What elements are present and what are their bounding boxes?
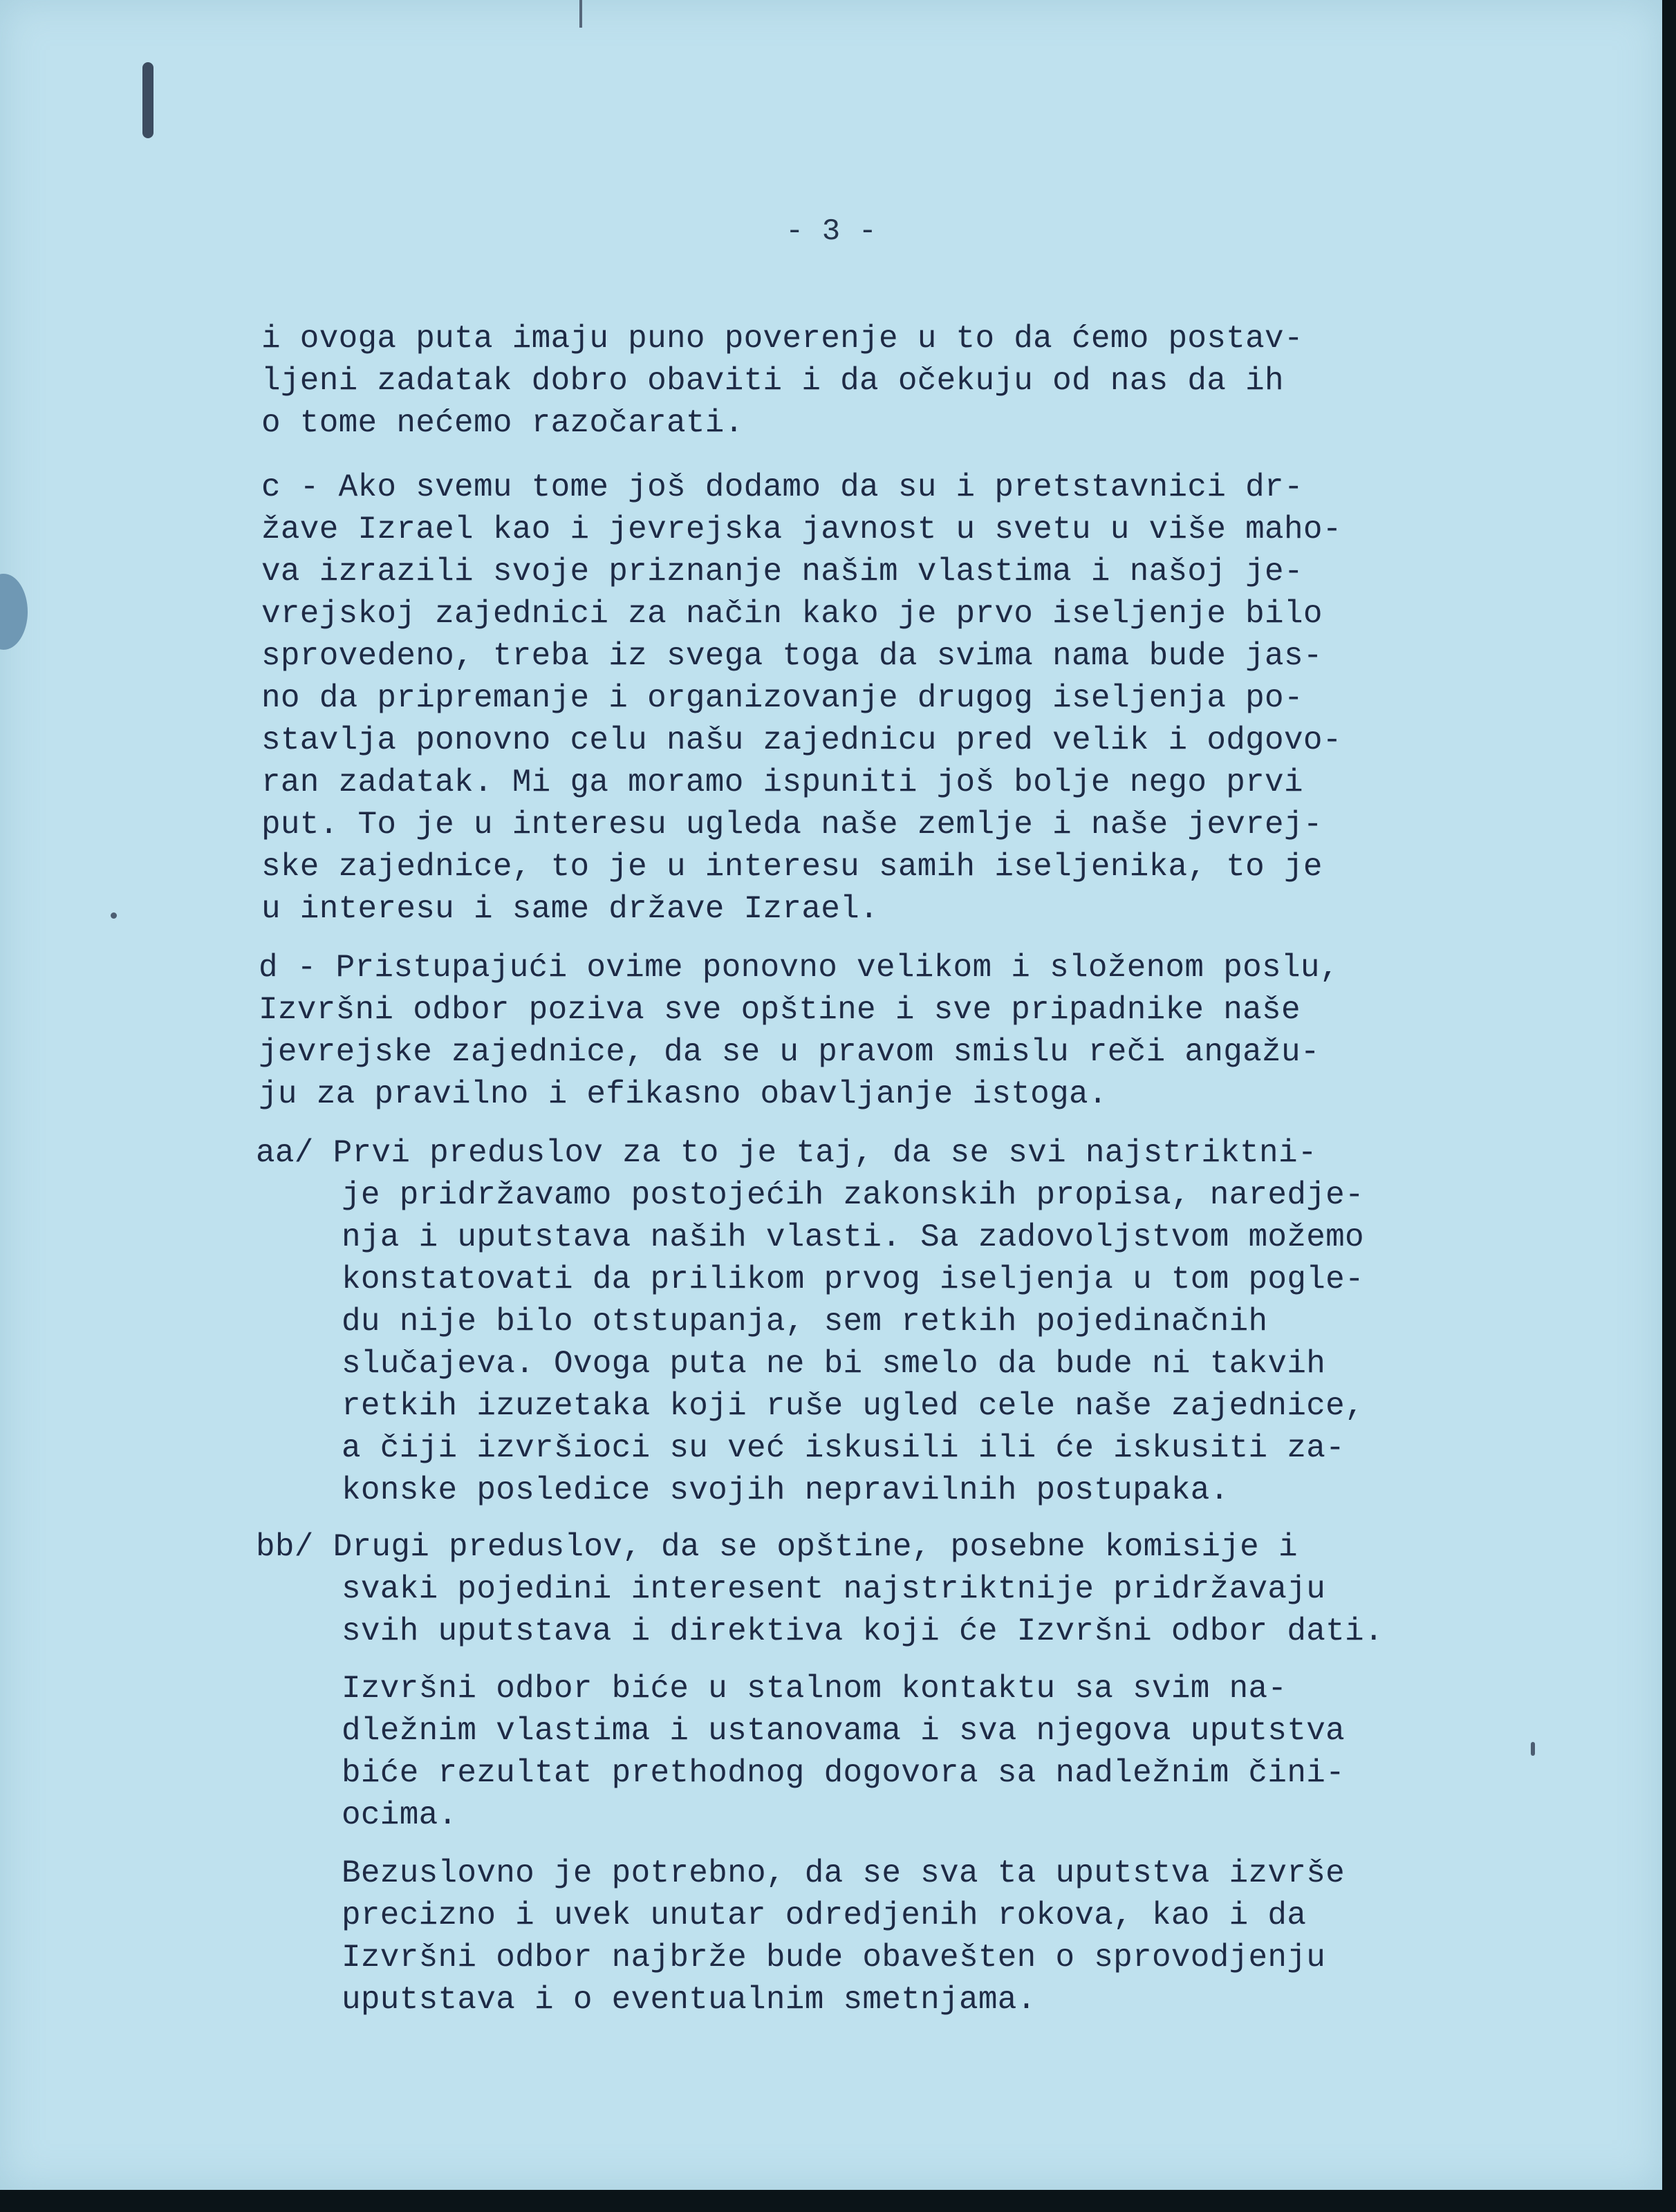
text-line: uputstava i o eventualnim smetnjama. [342,1982,1036,2018]
text-line: precizno i uvek unutar odredjenih rokova, kao i da [342,1897,1307,1933]
text-line: žave Izrael kao i jevrejska javnost u svetu u više maho- [261,512,1342,547]
text-line: i ovoga puta imaju puno poverenje u to da ćemo postav- [261,321,1303,357]
text-line: ocima. [342,1797,458,1833]
text-line: Izvršni odbor poziva sve opštine i sve pripadnike naše [259,992,1301,1028]
text-line: ske zajednice, to je u interesu samih iseljenika, to je [261,849,1323,885]
scan-border-right [1662,0,1676,2212]
scan-border-bottom [0,2190,1676,2212]
page-number: - 3 - [785,214,877,249]
ink-mark [142,62,153,138]
text-line: slučajeva. Ovoga puta ne bi smelo da bude ni takvih [342,1346,1326,1382]
text-line: put. To je u interesu ugleda naše zemlje i naše jevrej- [261,807,1323,843]
text-line: svaki pojedini interesent najstriktnije pridržavaju [342,1571,1326,1607]
text-line: Bezuslovno je potrebno, da se sva ta uputstva izvrše [342,1855,1346,1891]
text-line: ju za pravilno i efikasno obavljanje istoga. [259,1076,1108,1112]
text-line: stavlja ponovno celu našu zajednicu pred velik i odgovo- [261,722,1342,758]
text-line: biće rezultat prethodnog dogovora sa nadležnim čini- [342,1755,1346,1791]
text-line: svih uputstava i direktiva koji će Izvršni odbor dati. [342,1613,1384,1649]
text-line: sprovedeno, treba iz svega toga da svima nama bude jas- [261,638,1323,674]
text-line: o tome nećemo razočarati. [261,405,744,441]
text-line: bb/ Drugi preduslov, da se opštine, posebne komisije i [256,1529,1298,1565]
text-line: du nije bilo otstupanja, sem retkih pojedinačnih [342,1304,1268,1340]
text-line: no da pripremanje i organizovanje drugog iseljenja po- [261,680,1303,716]
text-line: ran zadatak. Mi ga moramo ispuniti još bolje nego prvi [261,765,1303,800]
punch-hole [0,574,28,650]
text-line: d - Pristupajući ovime ponovno velikom i složenom poslu, [259,950,1339,986]
text-line: konske posledice svojih nepravilnih postupaka. [342,1472,1229,1508]
text-line: va izrazili svoje priznanje našim vlastima i našoj je- [261,554,1303,590]
text-line: Izvršni odbor biće u stalnom kontaktu sa svim na- [342,1671,1287,1707]
text-line: Izvršni odbor najbrže bude obavešten o sprovodjenju [342,1940,1326,1976]
text-line: u interesu i same države Izrael. [261,891,879,927]
text-line: nja i uputstava naših vlasti. Sa zadovoljstvom možemo [342,1219,1364,1255]
text-line: je pridržavamo postojećih zakonskih propisa, naredje- [342,1177,1364,1213]
ink-mark [579,0,582,28]
ink-mark [1531,1742,1535,1756]
text-line: vrejskoj zajednici za način kako je prvo iseljenje bilo [261,596,1323,632]
text-line: dležnim vlastima i ustanovama i sva njegova uputstva [342,1713,1346,1749]
text-line: c - Ako svemu tome još dodamo da su i pretstavnici dr- [261,469,1303,505]
text-line: retkih izuzetaka koji ruše ugled cele naše zajednice, [342,1388,1364,1424]
text-line: aa/ Prvi preduslov za to je taj, da se svi najstriktni- [256,1135,1317,1171]
text-line: a čiji izvršioci su već iskusili ili će iskusiti za- [342,1430,1346,1466]
ink-dot [111,912,117,919]
text-line: jevrejske zajednice, da se u pravom smislu reči angažu- [259,1034,1320,1070]
text-line: ljeni zadatak dobro obaviti i da očekuju od nas da ih [261,363,1284,399]
text-line: konstatovati da prilikom prvog iseljenja u tom pogle- [342,1262,1364,1297]
